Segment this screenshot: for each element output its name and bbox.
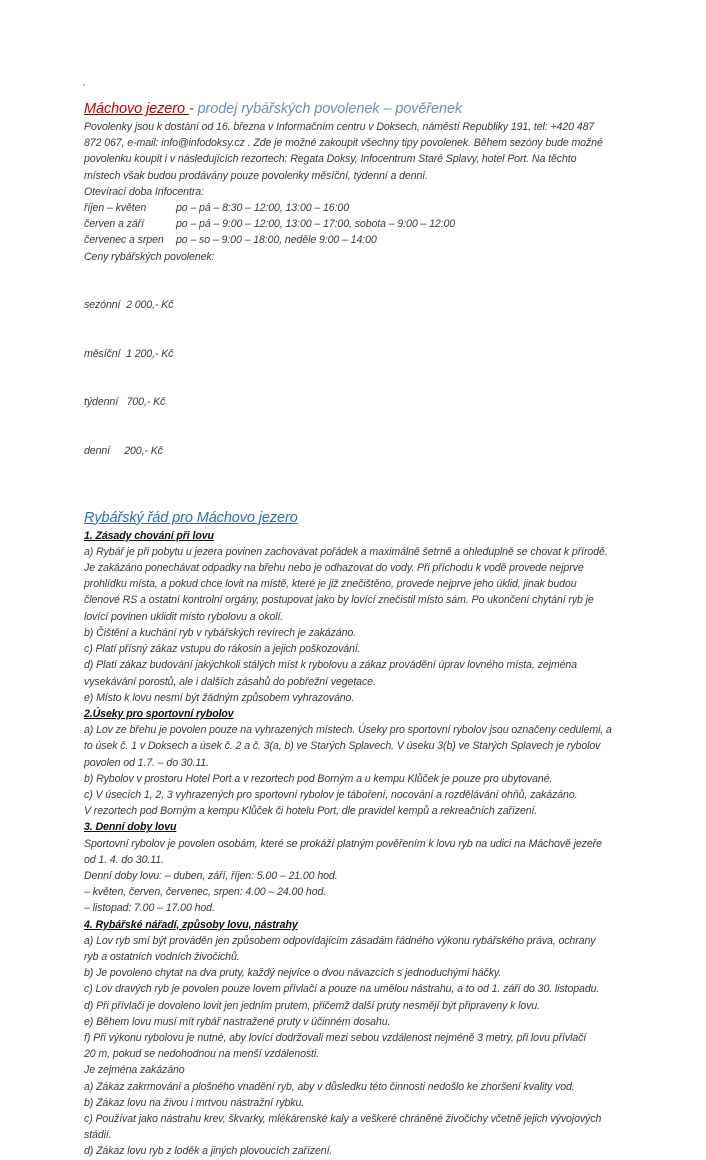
rule-line: a) Lov ryb smí být prováděn jen způsobem odpovídajícím zásadám řádného výkonu rybářského práva, ochrany — [84, 934, 596, 947]
price-item: sezónní 2 000,- Kč — [84, 299, 174, 312]
intro-line: Povolenky jsou k dostání od 16. března v Informačním centru v Doksech, náměstí Republiky 191, tel: +420 487 — [84, 121, 595, 133]
rule-line: c) Lov dravých ryb je povolen pouze lovem přívlačí a pouze na umělou nástrahu, a to od 1. září do 30. listopadu. — [84, 983, 600, 996]
hours-months: říjen – květen — [84, 202, 147, 215]
rules-section-1 — [84, 528, 644, 706]
rule-line: b) Zákaz lovu na živou i mrtvou nástražní rybku. — [84, 1096, 305, 1109]
opening-hours-label: Otevírací doba Infocentra: — [84, 185, 204, 198]
rule-line: Denní doby lovu: – duben, září, říjen: 5.00 – 21.00 hod. — [84, 869, 338, 882]
rule-line: b) Rybolov v prostoru Hotel Port a v rezortech pod Borným a u kempu Klůček je pouze pro ubytované. — [84, 772, 553, 785]
rule-line: Sportovní rybolov je povolen osobám, které se prokáží platným pověřením k lovu ryb na udici na Máchově jezeře — [84, 837, 602, 850]
rule-line: a) Zákaz zakrmování a plošného vnadění ryb, aby v důsledku této činnosti nedošlo ke zhoršení kvality vod. — [84, 1080, 575, 1093]
rules-section-4 — [84, 917, 644, 1160]
rule-line: e) Místo k lovu nesmí být žádným způsobem vyhrazováno. — [84, 691, 355, 704]
rule-line: a) Rybář je při pobytu u jezera povinen zachovávat pořádek a maximálně šetrně a ohleduplně se chovat k přírodě. — [84, 545, 608, 558]
price-item: týdenní 700,- Kč — [84, 396, 166, 409]
intro-paragraph — [84, 119, 644, 184]
hours-times: po – pá – 9:00 – 12:00, 13:00 – 17:00, sobota – 9:00 – 12:00 — [176, 218, 456, 231]
rule-line: členové RS a ostatní kontrolní orgány, postupovat jako by lovící znečistil místo sám. Po ukončení chytání ryb je — [84, 594, 594, 607]
price-item: denní 200,- Kč — [84, 445, 163, 458]
intro-line: povolenku koupit i v následujících rezortech: Regata Doksy, Infocentrum Staré Splavy, hotel Port. Na těchto — [84, 153, 577, 166]
rule-line: d) Při přívlači je dovoleno lovit jen jedním prutem, přičemž další pruty nesmějí být připraveny k lovu. — [84, 999, 541, 1012]
rules-title: Rybářský řád pro Máchovo jezero — [84, 509, 298, 526]
rule-line: lovící povinen uklidit místo rybolovu a okolí. — [84, 610, 284, 623]
hours-row — [84, 216, 644, 232]
rule-line: b) Je povoleno chytat na dva pruty, každý nejvíce o dvou návazcích s jednoduchými háčky. — [84, 967, 502, 980]
intro-line: místech však budou prodávány pouze povolenky měsíční, týdenní a denní. — [84, 169, 428, 182]
rule-line: d) Platí zákaz budování jakýchkoli stálých míst k rybolovu a zákaz provádění úprav lovného místa, zejména — [84, 659, 577, 672]
rule-line: vysekávání porostů, ale i dalších zásahů do pobřežní vegetace. — [84, 675, 376, 688]
rule-line: – listopad: 7.00 – 17.00 hod. — [84, 902, 215, 915]
rule-line: prohlídku místa, a pokud chce lovit na místě, které je již znečištěno, provede nejprve jeho úklid, jinak budou — [84, 578, 577, 591]
title-subtitle: prodej rybářských povolenek – pověřenek — [197, 101, 463, 117]
rules-section-2 — [84, 706, 644, 819]
rule-line: b) Čištění a kuchání ryb v rybářských revírech je zakázáno. — [84, 626, 357, 639]
prices-label: Ceny rybářských povolenek: — [84, 250, 215, 263]
section-heading: 3. Denní doby lovu — [84, 821, 177, 834]
rule-line: e) Během lovu musí mít rybář nastražené pruty v účinném dosahu. — [84, 1015, 391, 1028]
hours-months: červenec a srpen — [84, 234, 164, 247]
rule-line: Je zejména zakázáno — [84, 1064, 185, 1077]
rule-line: stádií. — [84, 1129, 112, 1142]
opening-hours — [84, 200, 644, 249]
rule-line: povolen od 1.7. – do 30.11. — [84, 756, 209, 769]
rule-line: Je zakázáno ponechávat odpadky na břehu nebo je odhazovat do vody. Při příchodu k vodě provede nejprve — [84, 562, 584, 575]
hours-times: po – pá – 8:30 – 12:00, 13:00 – 16:00 — [176, 202, 350, 215]
hours-row — [84, 200, 644, 216]
title-dash: - — [188, 101, 198, 117]
rule-line: ryb a ostatních vodních živočichů. — [84, 950, 240, 963]
document-title — [84, 100, 644, 119]
rules-section-3 — [84, 819, 644, 916]
price-list — [84, 265, 644, 492]
rule-line: 20 m, pokud se nedohodnou na menší vzdálenosti. — [84, 1048, 319, 1061]
rule-line: c) V úsecích 1, 2, 3 vyhrazených pro sportovní rybolov je táboření, nocování a rozdělávání ohňů, zakázáno. — [84, 788, 578, 801]
rule-line: to úsek č. 1 v Doksech a úsek č. 2 a č. 3(a, b) ve Starých Splavech. V úseku 3(b) ve Starých Splavech je rybolov — [84, 740, 601, 753]
section-heading: 1. Zásady chování při lovu — [84, 529, 214, 542]
intro-line: 872 067, e-mail: info@infodoksy.cz . Zde je možné zakoupit všechny tipy povolenek. Během sezóny bude možné — [84, 137, 603, 150]
section-heading: 2.Úseky pro sportovní rybolov — [84, 707, 234, 720]
price-item: měsíční 1 200,- Kč — [84, 347, 174, 360]
rule-line: c) Platí přísný zákaz vstupu do rákosin a jejich poškozování. — [84, 643, 361, 656]
rule-line: V rezortech pod Borným a kempu Klůček či hotelu Port, dle pravidel kempů a rekreačních zařízení. — [84, 805, 538, 818]
rule-line: od 1. 4. do 30.11. — [84, 853, 164, 866]
rule-line: – květen, červen, červenec, srpen: 4.00 – 24.00 hod. — [84, 886, 327, 899]
hours-row — [84, 232, 644, 248]
rule-line: d) Zákaz lovu ryb z loděk a jiných plovoucích zařízení. — [84, 1145, 333, 1158]
document-page — [84, 100, 644, 1160]
rule-line: f) Při výkonu rybolovu je nutné, aby lovící dodržovali mezi sebou vzdálenost nejméně 3 metry, při lovu přívlačí — [84, 1031, 587, 1044]
hours-times: po – so – 9:00 – 18:00, neděle 9:00 – 14:00 — [176, 234, 377, 247]
title-lake-name: Máchovo jezero — [84, 101, 189, 117]
hours-months: červen a září — [84, 218, 144, 231]
stray-mark — [83, 84, 85, 86]
rule-line: c) Používat jako nástrahu krev, škvarky, mlékárenské kaly a veškeré chráněné živočichy včetně jejich vývojových — [84, 1112, 602, 1125]
section-heading: 4. Rybářské nářadí, způsoby lovu, nástrahy — [84, 918, 298, 931]
rule-line: a) Lov ze břehu je povolen pouze na vyhrazených místech. Úseky pro sportovní rybolov jsou označeny cedulemi, a — [84, 724, 612, 737]
